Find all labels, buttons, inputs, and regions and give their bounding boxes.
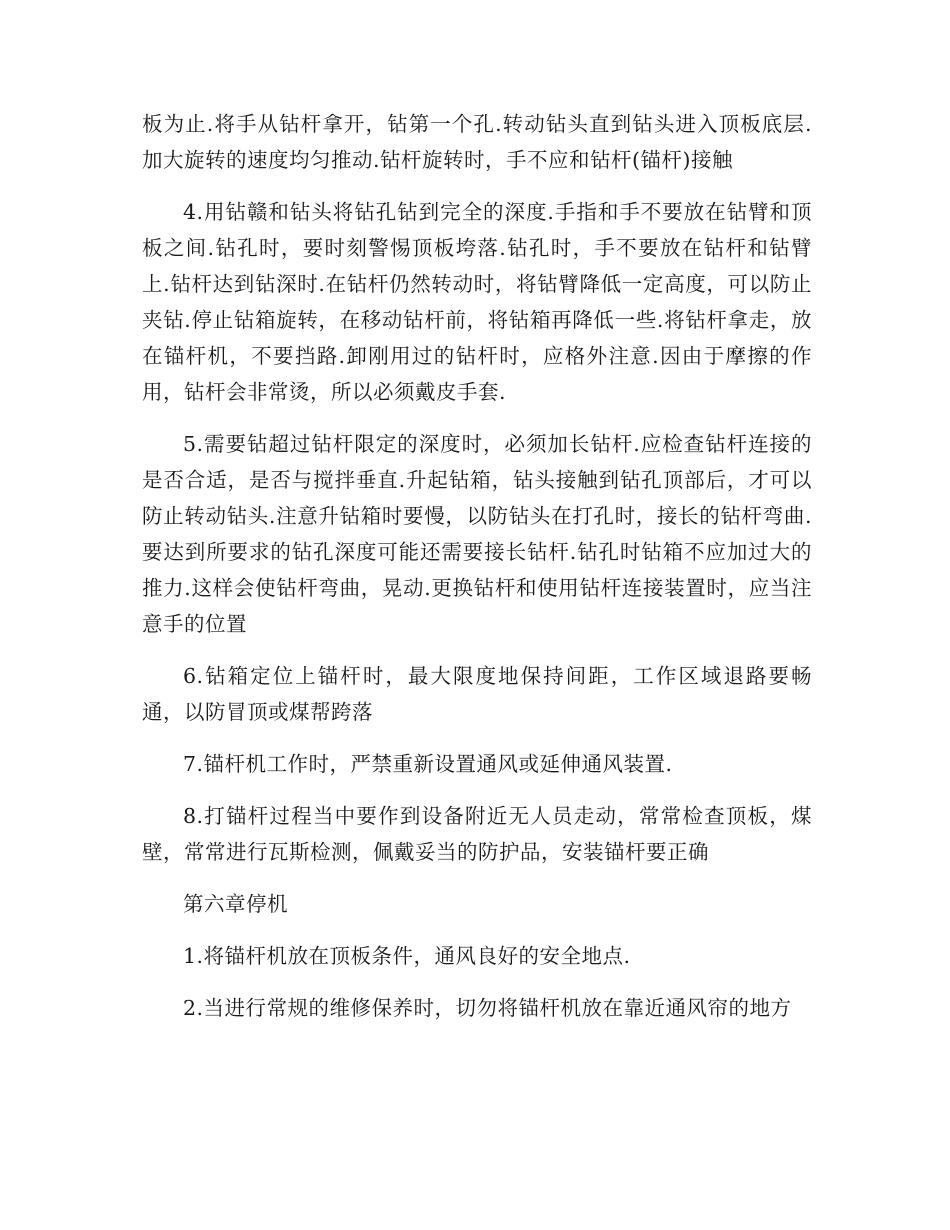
paragraph-continuation: 板为止.将手从钻杆拿开，钻第一个孔.转动钻头直到钻头进入顶板底层.加大旋转的速度均匀推动.钻杆旋转时，手不应和钻杆(锚杆)接触 — [142, 112, 812, 172]
paragraph-stop-item-1: 1.将锚杆机放在顶板条件，通风良好的安全地点. — [183, 944, 631, 968]
document-body — [142, 106, 812, 1042]
paragraph-stop-item-2: 2.当进行常规的维修保养时，切勿将锚杆机放在靠近通风帘的地方 — [183, 996, 792, 1020]
paragraph-item-5: 5.需要钻超过钻杆限定的深度时，必须加长钻杆.应检查钻杆连接的是否合适，是否与搅拌垂直.升起钻箱，钻头接触到钻孔顶部后，才可以防止转动钻头.注意升钻箱时要慢，以防钻头在打孔时，接长的钻杆弯曲.要达到所要求的钻孔深度可能还需要接长钻杆.钻孔时钻箱不应加过大的推力.这样会使钻杆弯曲，晃动.更换钻杆和使用钻杆连接装置时，应当注意手的位置 — [142, 432, 812, 636]
chapter-heading: 第六章停机 — [183, 892, 288, 916]
paragraph-item-8: 8.打锚杆过程当中要作到设备附近无人员走动，常常检查顶板，煤壁，常常进行瓦斯检测，佩戴妥当的防护品，安装锚杆要正确 — [142, 804, 812, 864]
paragraph-item-4: 4.用钻赣和钻头将钻孔钻到完全的深度.手指和手不要放在钻臂和顶板之间.钻孔时，要时刻警惕顶板垮落.钻孔时，手不要放在钻杆和钻臂上.钻杆达到钻深时.在钻杆仍然转动时，将钻臂降低一定高度，可以防止夹钻.停止钻箱旋转，在移动钻杆前，将钻箱再降低一些.将钻杆拿走，放在锚杆机，不要挡路.卸刚用过的钻杆时，应格外注意.因由于摩擦的作用，钻杆会非常烫，所以必须戴皮手套. — [142, 200, 812, 404]
paragraph-item-6: 6.钻箱定位上锚杆时，最大限度地保持间距，工作区域退路要畅通，以防冒顶或煤帮跨落 — [142, 664, 812, 724]
paragraph-item-7: 7.锚杆机工作时，严禁重新设置通风或延伸通风装置. — [183, 752, 673, 776]
